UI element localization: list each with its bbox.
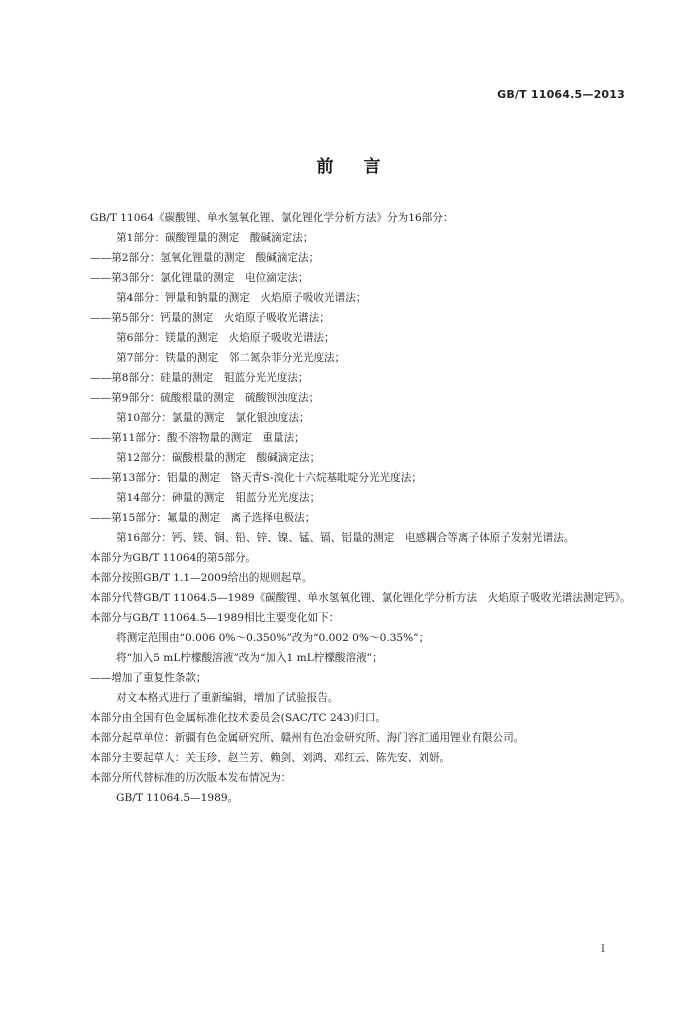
list-item: ——第8部分：硅量的测定 钼蓝分光光度法； — [90, 372, 309, 384]
list-item: 第10部分：氯量的测定 氯化银浊度法； — [116, 412, 310, 424]
standard-code: GB/T 11064.5—2013 — [497, 88, 625, 101]
list-item: 对文本格式进行了重新编辑，增加了试验报告。 — [116, 692, 339, 704]
history-paragraph: 本部分所代替标准的历次版本发布情况为： — [90, 772, 292, 784]
list-item: ——第11部分：酸不溶物量的测定 重量法； — [90, 432, 305, 444]
drafting-rules-paragraph: 本部分按照GB/T 1.1—2009给出的规则起草。 — [90, 572, 313, 584]
list-item: ——增加了重复性条款； — [90, 672, 207, 684]
list-item: ——第15部分：氟量的测定 离子选择电极法； — [90, 512, 316, 524]
part-of-paragraph: 本部分为GB/T 11064的第5部分。 — [90, 552, 257, 564]
page-title: 前言 — [316, 157, 411, 177]
list-item: 第4部分：钾量和钠量的测定 火焰原子吸收光谱法； — [116, 292, 367, 304]
list-item: 第7部分：铁量的测定 邻二氮杂菲分光光度法； — [116, 352, 346, 364]
list-item: ——第5部分：钙量的测定 火焰原子吸收光谱法； — [90, 312, 330, 324]
list-item: ——第3部分：氯化锂量的测定 电位滴定法； — [90, 272, 309, 284]
intro-paragraph: GB/T 11064《碳酸锂、单水氢氧化锂、氯化锂化学分析方法》分为16部分： — [90, 212, 454, 224]
document-body — [90, 208, 635, 808]
list-item: 将测定范围由“0.006 0%～0.350%”改为“0.002 0%～0.35%”； — [116, 632, 430, 644]
drafters-paragraph: 本部分主要起草人：关玉珍、赵兰芳、赖剑、刘鸿、邓红云、陈先安、刘妍。 — [90, 752, 451, 764]
drafting-units-paragraph: 本部分起草单位：新疆有色金属研究所、赣州有色冶金研究所、海门容汇通用锂业有限公司。 — [90, 732, 525, 744]
list-item: ——第2部分：氢氧化锂量的测定 酸碱滴定法； — [90, 252, 320, 264]
history-item: GB/T 11064.5—1989。 — [116, 792, 239, 804]
list-item: 将“加入5 mL柠檬酸溶液”改为“加入1 mL柠檬酸溶液”； — [116, 652, 383, 664]
list-item: 第14部分：砷量的测定 钼蓝分光光度法； — [116, 492, 321, 504]
list-item: 第16部分：钙、镁、铜、铅、锌、镍、锰、镉、铝量的测定 电感耦合等离子体原子发射光谱法。 — [116, 532, 575, 544]
list-item: ——第13部分：铝量的测定 铬天青S-溴化十六烷基吡啶分光光度法； — [90, 472, 422, 484]
proposed-paragraph: 本部分由全国有色金属标准化技术委员会(SAC/TC 243)归口。 — [90, 712, 387, 724]
list-item: 第1部分：碳酸锂量的测定 酸碱滴定法； — [116, 232, 314, 244]
list-item: 第6部分：镁量的测定 火焰原子吸收光谱法； — [116, 332, 335, 344]
list-item: ——第9部分：硫酸根量的测定 硫酸钡浊度法； — [90, 392, 320, 404]
replaces-paragraph: 本部分代替GB/T 11064.5—1989《碳酸锂、单水氢氧化锂、氯化锂化学分析方法 火焰原子吸收光谱法测定钙》。本部分与GB/T 11064.5—1989相比主要变化如下： — [90, 592, 631, 624]
page-number: I — [601, 944, 605, 955]
parts-list — [90, 228, 635, 548]
list-item: 第12部分：碳酸根量的测定 酸碱滴定法； — [116, 452, 321, 464]
changes-list — [90, 628, 635, 708]
